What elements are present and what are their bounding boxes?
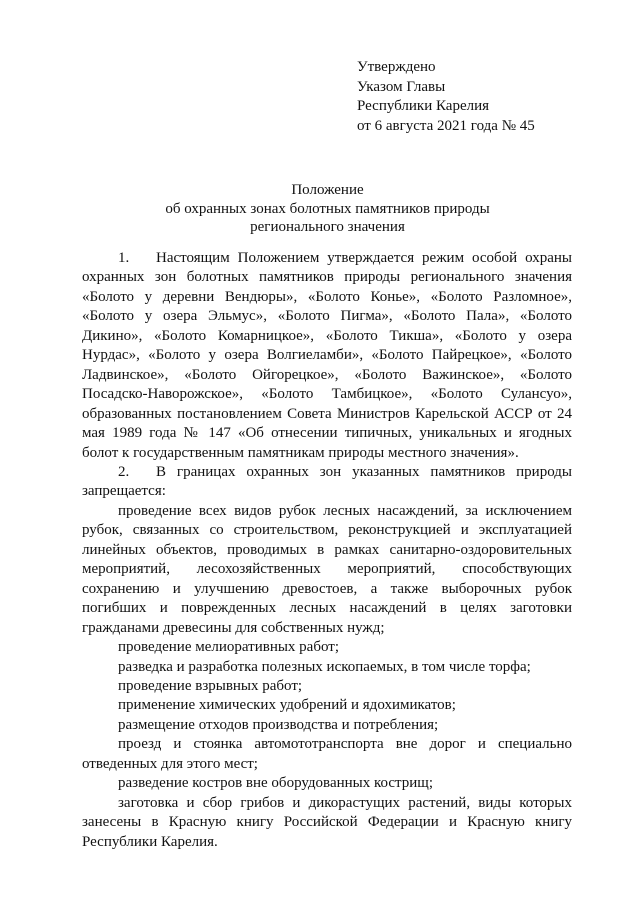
prohibition-item: проезд и стоянка автомототранспорта вне дорог и специально отведенных для этого мест; — [82, 736, 572, 772]
prohibition-item: разведка и разработка полезных ископаемых, в том числе торфа; — [118, 658, 531, 675]
approval-stamp — [357, 58, 535, 136]
paragraph-number: 2. — [118, 463, 130, 480]
heading-subtitle: об охранных зонах болотных памятников природы — [165, 200, 490, 217]
approval-line: Указом Главы — [357, 78, 446, 95]
paragraph-2 — [82, 463, 572, 502]
paragraph-text: Настоящим Положением утверждается режим особой охраны охранных зон болотных памятников природы регионального значения «Болото у деревни Вендюры», «Болото Конье», «Болото Разломное», «Болото у озера Эльмус», «Болото Пигма», «Болото Пала», «Болото Дикино», «Болото Комарницкое», «Болото Тикша», «Болото у озера Нурдас», «Болото у озера Волгиеламби», «Болото Пайрецкое», «Болото Ладвинское», «Болото Ойгорецкое», «Болото Важинское», «Болото Посадско-Наворожское», «Болото Тамбицкое», «Болото Сулансуо», образованных постановлением Совета Министров Карельской АССР от 24 мая 1989 года № 147 «Об отнесении типичных, уникальных и ягодных болот к государственным памятникам природы местного значения». — [82, 250, 572, 461]
prohibition-item: размещение отходов производства и потребления; — [118, 716, 439, 733]
heading-subtitle: регионального значения — [250, 219, 405, 235]
prohibition-item: применение химических удобрений и ядохимикатов; — [118, 697, 456, 714]
approval-line: Республики Карелия — [357, 98, 490, 114]
prohibition-item: разведение костров вне оборудованных кострищ; — [118, 775, 434, 792]
prohibition-item: проведение мелиоративных работ; — [118, 639, 340, 656]
document-body — [82, 249, 572, 852]
document-heading — [0, 181, 640, 237]
prohibition-item: заготовка и сбор грибов и дикорастущих растений, виды которых занесены в Красную книгу Российской Федерации и Красную книгу Республики Карелия. — [82, 794, 572, 850]
approval-line: от 6 августа 2021 года № 45 — [357, 117, 535, 134]
approval-line: Утверждено — [357, 59, 436, 75]
paragraph-1 — [82, 249, 572, 463]
paragraph-text: В границах охранных зон указанных памятников природы запрещается: — [82, 463, 572, 500]
prohibition-item: проведение всех видов рубок лесных насаждений, за исключением рубок, связанных со строительством, реконструкцией и эксплуатацией линейных объектов, проводимых в рамках санитарно-оздоровительных мероприятий, лесохозяйственных мероприятий, способствующих сохранению и улучшению древостоев, а также выборочных рубок погибших и поврежденных лесных насаждений в целях заготовки гражданами древесины для собственных нужд; — [82, 502, 572, 636]
heading-title: Положение — [291, 182, 364, 198]
prohibition-item: проведение взрывных работ; — [118, 677, 303, 694]
paragraph-number: 1. — [118, 250, 130, 266]
